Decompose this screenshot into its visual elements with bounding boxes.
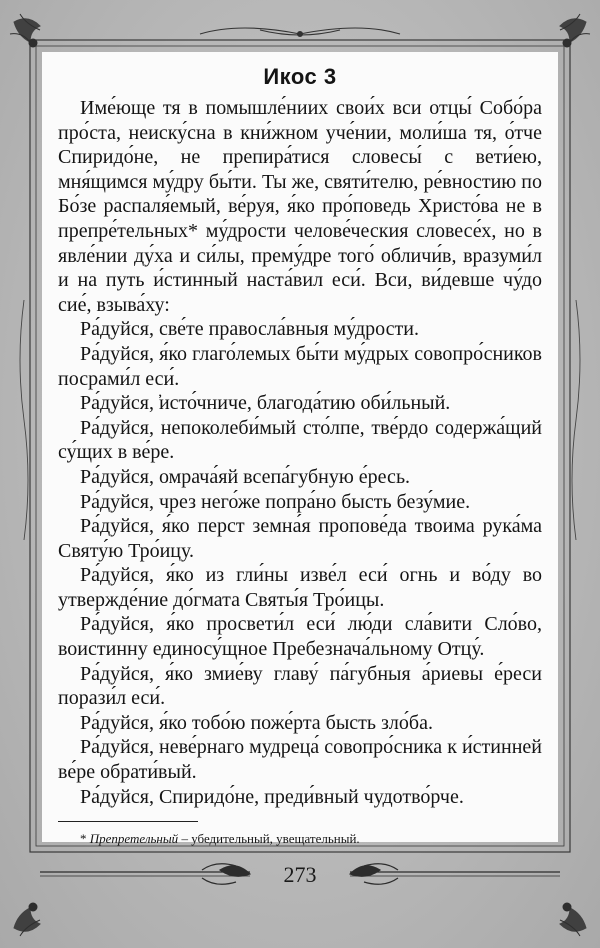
footnote-divider (58, 821, 198, 822)
hail-line: Ра́дуйся, све́те правосла́вныя му́дрости. (80, 318, 419, 341)
hail-line: Ра́дуйся, омрача́яй всепа́губную е́ресь. (80, 465, 411, 488)
hail-line: Ра́дуйся, я́ко из гли́ны изве́л еси́ огнь и во́ду во утвержде́ние до́гмата Святы́я Тро́ицы. (58, 564, 542, 611)
page-number: 273 (283, 862, 317, 887)
hail-line: Ра́дуйся, неве́рнаго мудреца́ совопро́сника к и́стинней ве́ре обрати́вый. (58, 736, 542, 784)
footnote-marker: * (80, 831, 90, 847)
hail-line: Ра́дуйся, я́ко просвети́л еси́ лю́ди сла́вити Сло́во, воистинну единосу́щное Пребезнача́льному Отцу́. (58, 613, 542, 661)
corner-ornament-bottom-right (560, 903, 586, 936)
top-flourish (200, 28, 400, 37)
hail-line: Ра́дуйся, я́ко тобо́ю поже́рта бысть зло́ба. (80, 711, 433, 734)
corner-ornament-bottom-left (14, 903, 40, 936)
hail-line: Ра́дуйся, непоколеби́мый сто́лпе, тве́рдо содержа́щий су́щих в ве́ре. (58, 416, 542, 464)
corner-ornament-top-left (10, 14, 40, 47)
hail-line: Ра́дуйся, я́ко перст земна́я пропове́да твоима рука́ма Святу́ю Тро́ицу. (58, 515, 542, 562)
ikos-body: Име́юще тя в помышле́ниих свои́х вси отцы́ Собо́ра про́ста, неиску́сна в кни́жном уче́нии, моли́ша тя, о́тче Спиридо́не, не препира́тися словесы́ с вети́ею, мня́щимся му́дру бы́ти. Ты же, святи́телю, ре́вностию по Бо́зе распаля́емый, ве́руя, я́ко про́поведь Христо́ва не в препре́тельных* му́дрости челове́ческия словесе́х, но в явле́нии ду́ха и си́лы, прему́дре того́ обличи́в, вразуми́л и на путь и́стинный наста́вил еси́. Вси, ви́девше чу́до сие́, взыва́ху: (58, 97, 542, 316)
hail-line: Ра́дуйся, я́ко змие́ву главу́ па́губныя а́риевы е́реси порази́л еси́. (58, 662, 542, 710)
footnote-term: Препретельный (89, 831, 179, 847)
hail-line: Ра́дуйся, я́ко глаго́лемых бы́ти му́дрых совопро́сников посрами́л еси́. (58, 342, 542, 390)
hail-line: Ра́дуйся, чрез него́же попра́но бысть безу́мие. (80, 490, 471, 513)
hail-line: Ра́дуйся, ̕исто́чниче, благода́тию оби́льный. (80, 392, 451, 415)
hail-list (58, 317, 542, 809)
page-content (58, 62, 542, 847)
hail-line: Ра́дуйся, Спиридо́не, преди́вный чудотво́рче. (80, 785, 464, 808)
footnote-definition: – убедительный, увещательный. (178, 831, 360, 847)
footnote (58, 830, 542, 847)
section-title: Икос 3 (263, 64, 337, 89)
corner-ornament-top-right (560, 14, 590, 47)
